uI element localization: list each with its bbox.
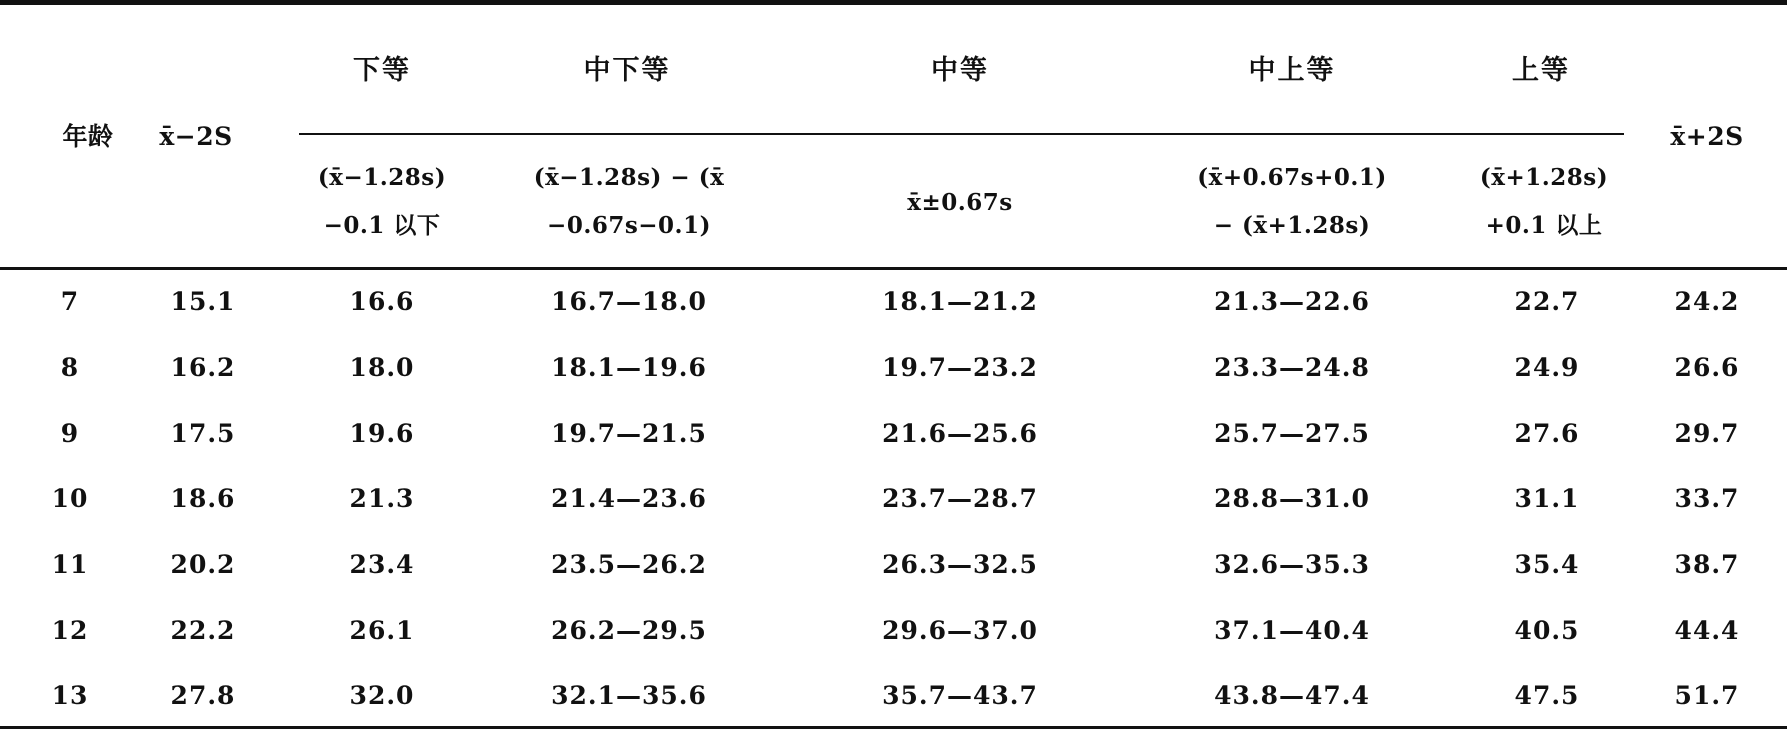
value-cell: 23.4	[349, 550, 415, 579]
mean-minus-2s-header: x̄−2S	[159, 122, 233, 151]
value-cell: 24.9	[1514, 353, 1580, 382]
value-cell: 28.8—31.0	[1214, 484, 1370, 513]
age-cell: 11	[51, 550, 89, 579]
age-cell: 8	[60, 353, 80, 382]
table-row	[0, 286, 1787, 318]
value-cell: 16.6	[349, 287, 415, 316]
value-cell: 47.5	[1514, 681, 1580, 710]
grade-formula-upper-middle-line2: − (x̄+1.28s)	[1213, 212, 1371, 239]
value-cell: 19.6	[349, 419, 415, 448]
value-cell: 29.6—37.0	[882, 616, 1038, 645]
value-cell: 26.3—32.5	[882, 550, 1038, 579]
value-cell: 37.1—40.4	[1214, 616, 1370, 645]
value-cell: 20.2	[170, 550, 236, 579]
value-cell: 32.1—35.6	[551, 681, 707, 710]
age-cell: 10	[51, 484, 89, 513]
grade-formula-lower-line2: −0.1 以下	[323, 212, 441, 239]
value-cell: 27.8	[170, 681, 236, 710]
grade-formula-lower-line1: (x̄−1.28s)	[317, 164, 447, 191]
table-row	[0, 549, 1787, 581]
value-cell: 40.5	[1514, 616, 1580, 645]
value-cell: 43.8—47.4	[1214, 681, 1370, 710]
value-cell: 21.6—25.6	[882, 419, 1038, 448]
value-cell: 23.3—24.8	[1214, 353, 1370, 382]
value-cell: 26.1	[349, 616, 415, 645]
grade-header-lower-middle: 中下等	[583, 55, 671, 86]
value-cell: 27.6	[1514, 419, 1580, 448]
value-cell: 35.4	[1514, 550, 1580, 579]
value-cell: 38.7	[1674, 550, 1740, 579]
value-cell: 21.4—23.6	[551, 484, 707, 513]
value-cell: 23.5—26.2	[551, 550, 707, 579]
value-cell: 26.2—29.5	[551, 616, 707, 645]
table-row	[0, 352, 1787, 384]
grade-header-lower: 下等	[353, 55, 411, 86]
age-cell: 9	[60, 419, 80, 448]
age-cell: 13	[51, 681, 89, 710]
top-rule	[0, 0, 1787, 5]
value-cell: 22.7	[1514, 287, 1580, 316]
grade-header-middle: 中等	[931, 55, 989, 86]
value-cell: 21.3	[349, 484, 415, 513]
grade-formula-upper-line1: (x̄+1.28s)	[1479, 164, 1609, 191]
table-row	[0, 680, 1787, 712]
value-cell: 18.1—19.6	[551, 353, 707, 382]
value-cell: 16.2	[170, 353, 236, 382]
value-cell: 18.1—21.2	[882, 287, 1038, 316]
value-cell: 16.7—18.0	[551, 287, 707, 316]
age-cell: 12	[51, 616, 89, 645]
value-cell: 18.6	[170, 484, 236, 513]
value-cell: 32.0	[349, 681, 415, 710]
value-cell: 23.7—28.7	[882, 484, 1038, 513]
table-row	[0, 615, 1787, 647]
age-cell: 7	[60, 287, 80, 316]
grade-formula-upper-middle-line1: (x̄+0.67s+0.1)	[1197, 164, 1387, 191]
value-cell: 21.3—22.6	[1214, 287, 1370, 316]
value-cell: 15.1	[170, 287, 236, 316]
grade-formula-middle: x̄±0.67s	[907, 189, 1013, 216]
value-cell: 51.7	[1674, 681, 1740, 710]
value-cell: 31.1	[1514, 484, 1580, 513]
value-cell: 19.7—23.2	[882, 353, 1038, 382]
value-cell: 24.2	[1674, 287, 1740, 316]
value-cell: 17.5	[170, 419, 236, 448]
grade-formula-lower-middle-line2: −0.67s−0.1)	[547, 212, 711, 239]
grade-header-upper-middle: 中上等	[1248, 55, 1336, 86]
grade-formula-lower-middle-line1: (x̄−1.28s) − (x̄	[533, 164, 725, 191]
value-cell: 19.7—21.5	[551, 419, 707, 448]
grade-formula-upper-line2: +0.1 以上	[1485, 212, 1603, 239]
value-cell: 35.7—43.7	[882, 681, 1038, 710]
table-row	[0, 418, 1787, 450]
value-cell: 29.7	[1674, 419, 1740, 448]
mean-plus-2s-header: x̄+2S	[1670, 122, 1744, 151]
age-header: 年龄	[62, 122, 114, 151]
value-cell: 25.7—27.5	[1214, 419, 1370, 448]
value-cell: 26.6	[1674, 353, 1740, 382]
value-cell: 44.4	[1674, 616, 1740, 645]
grade-header-upper: 上等	[1512, 55, 1570, 86]
table-row	[0, 483, 1787, 515]
header-bottom-rule	[0, 267, 1787, 270]
grade-underline	[299, 133, 1624, 135]
value-cell: 32.6—35.3	[1214, 550, 1370, 579]
value-cell: 18.0	[349, 353, 415, 382]
value-cell: 22.2	[170, 616, 236, 645]
value-cell: 33.7	[1674, 484, 1740, 513]
